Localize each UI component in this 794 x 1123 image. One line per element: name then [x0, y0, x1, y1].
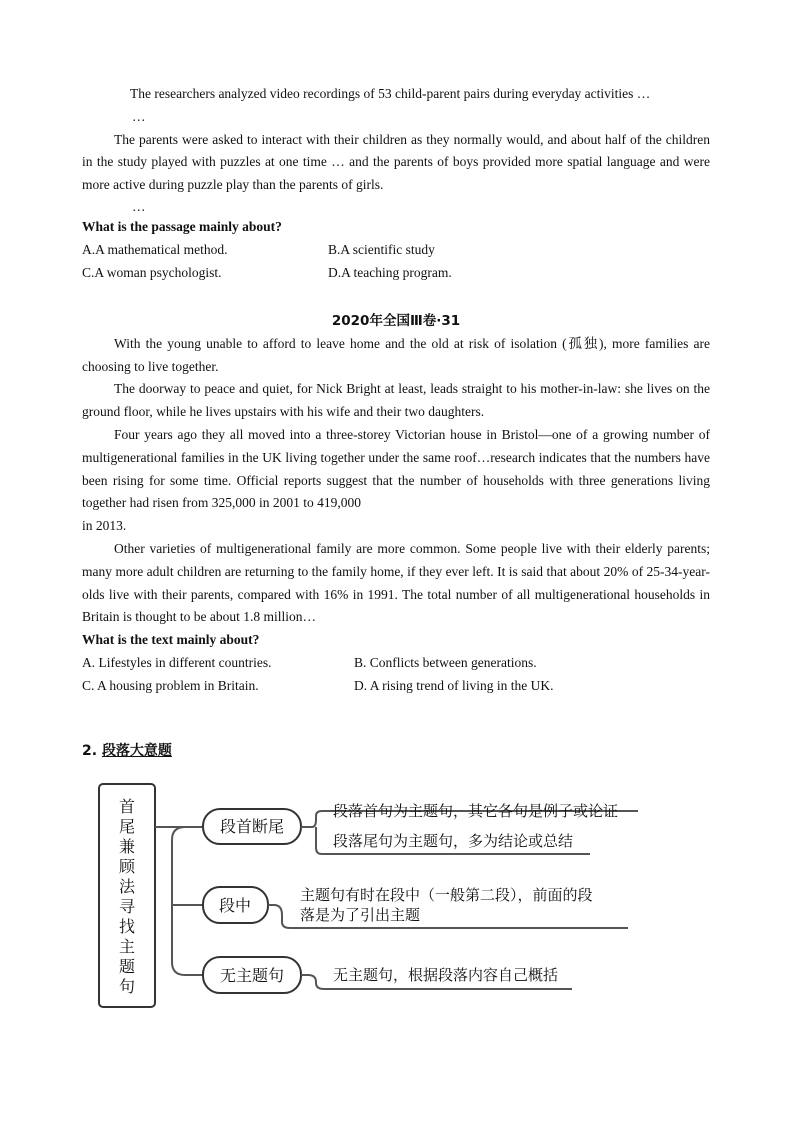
passage-2-paragraph-3-end: in 2013. — [82, 518, 127, 534]
root-char: 顾 — [118, 857, 136, 876]
root-char: 题 — [118, 957, 136, 976]
passage-2-paragraph-3: Four years ago they all moved into a three-storey Victorian house in Bristol—one of a growing number of multigenerational families in the UK living together under the same roof…research indicates that the numbers have been rising for some time. Official reports suggest that the number of households with three generations living together had risen from 325,000 in 2001 to 419,000 — [82, 426, 710, 511]
question-1: What is the passage mainly about? — [82, 218, 282, 234]
passage-2-paragraph-4: Other varieties of multigenerational family are more common. Some people live with their elderly parents; many more adult children are returning to the family home, if they ever left. It is said that about 20% of 25-34-year-olds live with their parents, compared with 16% in 1991. The total number of all multigenerational households in Britain is thought to be about 1.8 million… — [82, 540, 710, 625]
root-text — [119, 797, 136, 996]
question-2: What is the text mainly about? — [82, 632, 260, 648]
passage-2-title: 2020年全国Ⅲ卷·31 — [331, 313, 461, 329]
root-char: 寻 — [118, 897, 136, 916]
passage-2 — [82, 310, 710, 698]
section-title: 段落大意题 — [101, 743, 172, 759]
option-c: C. A housing problem in Britain. — [82, 677, 259, 693]
root-char: 兼 — [118, 837, 136, 856]
root-char: 首 — [118, 797, 136, 816]
ellipsis: … — [132, 198, 146, 214]
option-d: D.A teaching program. — [328, 264, 452, 280]
root-char: 法 — [118, 877, 136, 896]
branch-2-note-2: 落是为了引出主题 — [300, 906, 421, 924]
question-1-options — [82, 239, 710, 285]
root-char: 找 — [118, 917, 136, 936]
root-char: 句 — [118, 977, 136, 996]
root-char: 主 — [118, 937, 136, 956]
option-a: A. Lifestyles in different countries. — [82, 654, 272, 670]
section-heading — [82, 740, 710, 763]
passage-2-paragraph-2: The doorway to peace and quiet, for Nick Bright at least, leads straight to his mother-in-law: she lives on the ground floor, while he lives upstairs with his wife and their two daughters. — [82, 381, 710, 420]
ellipsis: … — [132, 108, 146, 124]
passage-2-paragraph-1: With the young unable to afford to leave home and the old at risk of isolation (孤独), more families are choosing to live together. — [82, 335, 710, 374]
mind-map-diagram — [0, 770, 794, 1030]
option-d: D. A rising trend of living in the UK. — [354, 677, 554, 693]
section-number: 2. — [82, 743, 98, 759]
option-b: B.A scientific study — [328, 241, 435, 257]
branch-2-note-1: 主题句有时在段中（一般第二段），前面的段 — [300, 886, 593, 904]
question-2-options — [82, 652, 710, 698]
branch-3-note-1: 无主题句，根据段落内容自己概括 — [333, 966, 559, 984]
passage-1-paragraph-1: The researchers analyzed video recordings of 53 child-parent pairs during everyday activities … — [130, 86, 651, 101]
passage-1-paragraph-2: The parents were asked to interact with their children as they normally would, and about half of the children in the study played with puzzles at one time … and the parents of boys provided more spatial language and were more active during puzzle play than the parents of girls. — [82, 131, 710, 193]
branch-1-note-1: 段落首句为主题句，其它各句是例子或论证 — [333, 802, 619, 820]
branch-label-2: 段中 — [218, 896, 252, 915]
branch-1-note-2: 段落尾句为主题句，多为结论或总结 — [333, 832, 574, 850]
branch-label-3: 无主题句 — [219, 966, 285, 985]
option-b: B. Conflicts between generations. — [354, 654, 537, 670]
passage-1 — [82, 83, 710, 284]
root-char: 尾 — [118, 817, 136, 836]
branch-label-1: 段首断尾 — [219, 817, 285, 836]
connectors — [155, 827, 202, 975]
option-a: A.A mathematical method. — [82, 241, 228, 257]
option-c: C.A woman psychologist. — [82, 264, 222, 280]
